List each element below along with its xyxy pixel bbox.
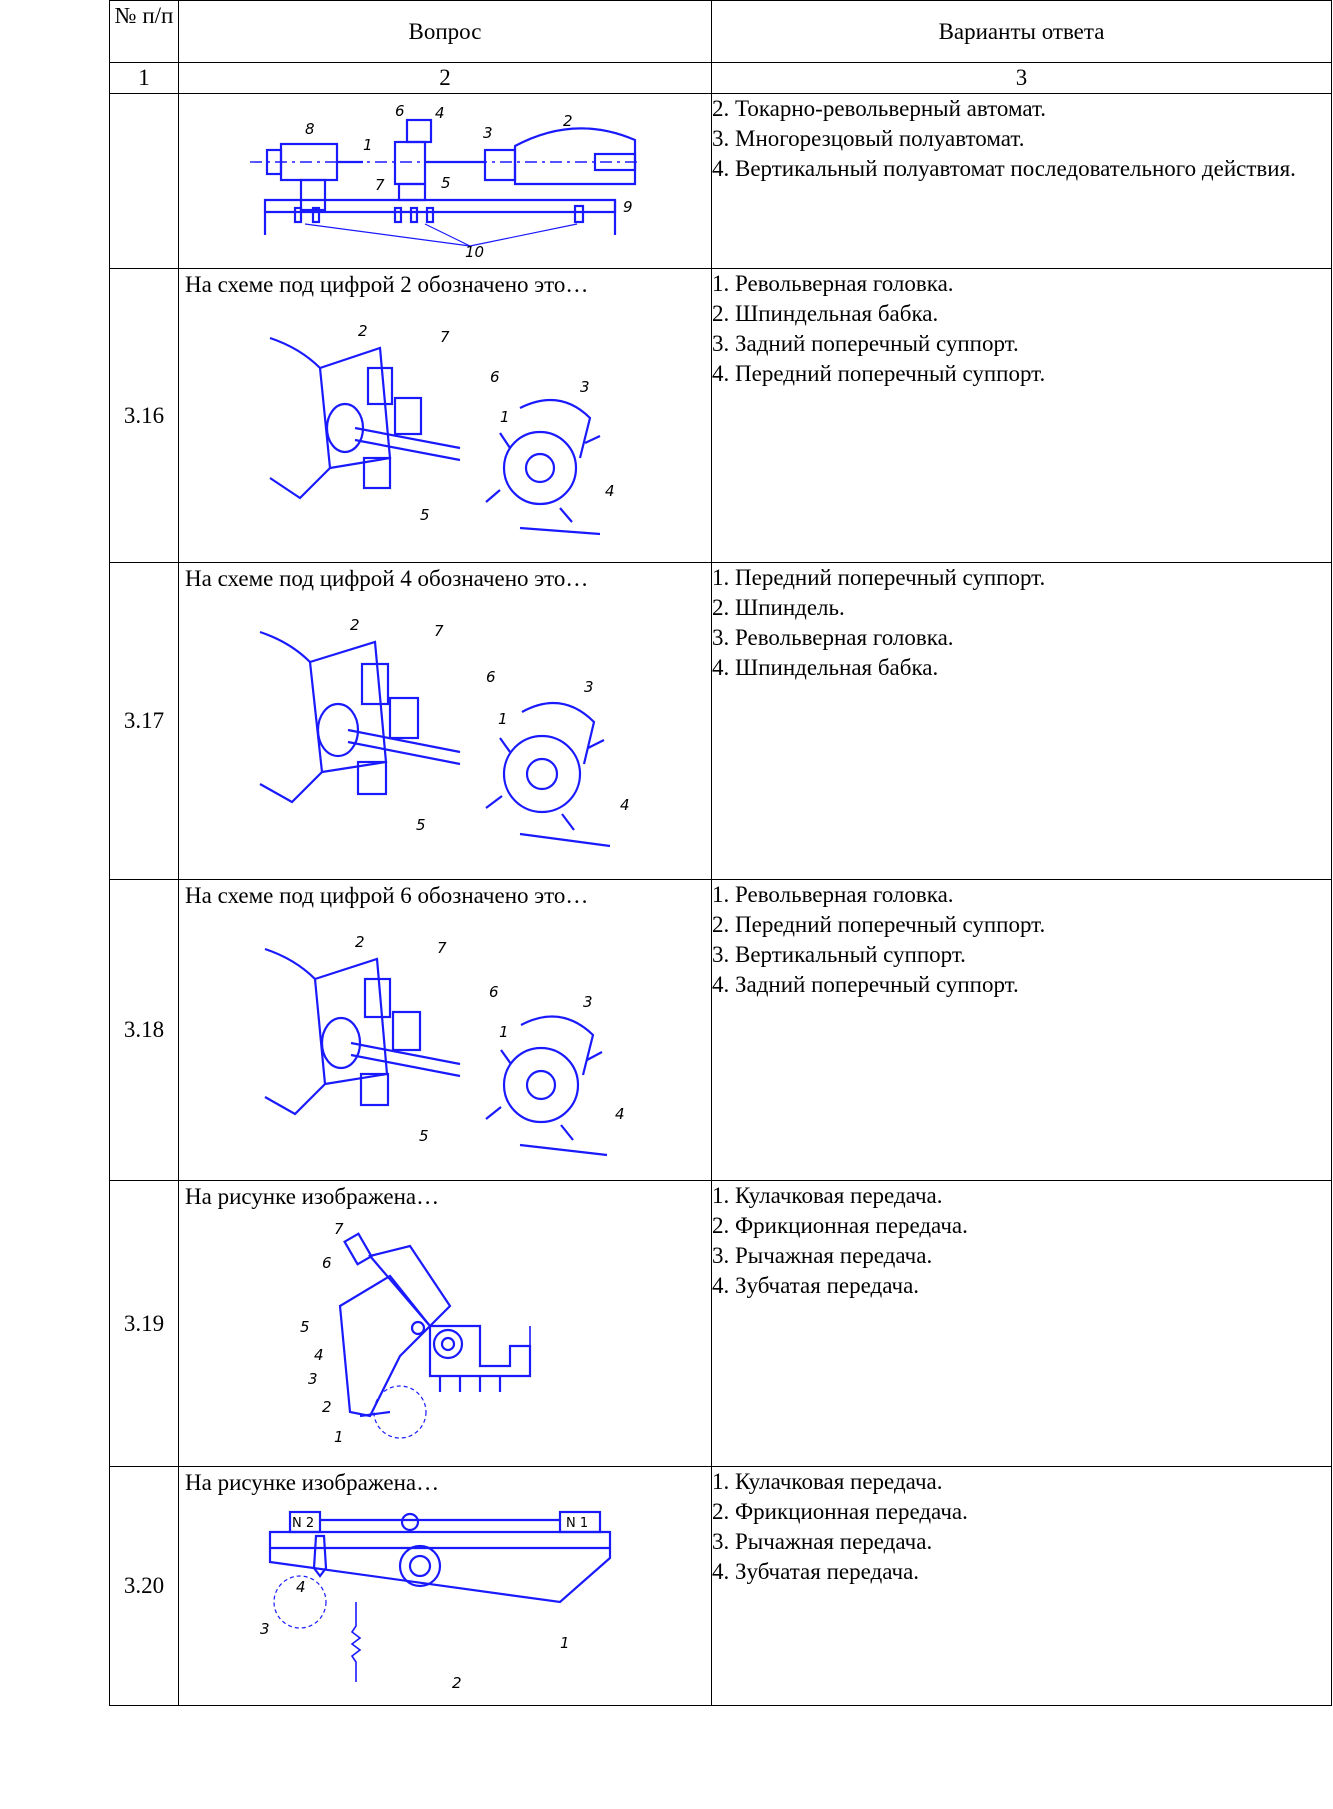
- fig-label: 3: [580, 378, 590, 396]
- fig-label: 5: [300, 1318, 310, 1336]
- table-row: [110, 94, 1332, 269]
- fig-label: 3: [260, 1620, 270, 1638]
- answer-option: 2. Шпиндель.: [712, 595, 845, 620]
- header-answers: Варианты ответа: [712, 1, 1332, 63]
- fig-label: 2: [452, 1674, 462, 1692]
- fig-label: 3: [584, 678, 594, 696]
- answer-option: 4. Зубчатая передача.: [712, 1273, 920, 1298]
- answer-option: 3. Револьверная головка.: [712, 625, 954, 650]
- fig-label: 5: [416, 816, 426, 834]
- index-cell-2: 2: [179, 63, 712, 94]
- question-cell: [179, 563, 712, 880]
- answer-option: 1. Передний поперечный суппорт.: [712, 565, 1046, 590]
- question-cell: [179, 269, 712, 563]
- question-cell: [179, 94, 712, 269]
- fig-label: 7: [334, 1220, 344, 1238]
- answers-cell: [712, 94, 1332, 269]
- fig-label: 8: [305, 120, 315, 138]
- fig-label: 4: [605, 482, 615, 500]
- fig-label: 1: [499, 1023, 509, 1041]
- answer-option: 4. Передний поперечный суппорт.: [712, 361, 1046, 386]
- fig-label: 7: [375, 176, 385, 194]
- fig-label: 10: [465, 243, 485, 260]
- fig-label: 4: [620, 796, 630, 814]
- fig-label: N 2: [292, 1516, 315, 1531]
- answer-option: 3. Рычажная передача.: [712, 1243, 933, 1268]
- answers-cell: [712, 880, 1332, 1181]
- fig-label: 7: [440, 328, 450, 346]
- fig-label: 2: [322, 1398, 332, 1416]
- questions-table: [109, 0, 1332, 1706]
- question-text: На схеме под цифрой 2 обозначено это…: [185, 272, 589, 297]
- answer-option: 2. Шпиндельная бабка.: [712, 301, 939, 326]
- answer-option: 4. Вертикальный полуавтомат последовательного действия.: [712, 156, 1296, 181]
- answer-option: 4. Шпиндельная бабка.: [712, 655, 939, 680]
- answer-option: 1. Кулачковая передача.: [712, 1183, 943, 1208]
- fig-label: 3: [483, 124, 493, 142]
- index-cell-1: 1: [110, 63, 179, 94]
- fig-label: 2: [355, 933, 365, 951]
- row-number: 3.19: [110, 1181, 179, 1467]
- fig-label: 2: [563, 112, 573, 130]
- answer-option: 1. Револьверная головка.: [712, 882, 954, 907]
- header-question: Вопрос: [179, 1, 712, 63]
- question-cell: [179, 880, 712, 1181]
- fig-label: 4: [435, 104, 445, 122]
- table-index-row: [110, 63, 1332, 94]
- row-number: 3.20: [110, 1467, 179, 1706]
- index-cell-3: 3: [712, 63, 1332, 94]
- question-text: На рисунке изображена…: [185, 1184, 440, 1209]
- fig-label: 6: [489, 983, 499, 1001]
- answer-option: 4. Зубчатая передача.: [712, 1559, 920, 1584]
- fig-label: 1: [500, 408, 510, 426]
- question-text: На схеме под цифрой 4 обозначено это…: [185, 566, 589, 591]
- answer-option: 3. Рычажная передача.: [712, 1529, 933, 1554]
- turret-lathe-diagram: [250, 602, 640, 852]
- answer-option: 2. Передний поперечный суппорт.: [712, 912, 1046, 937]
- answer-option: 3. Многорезцовый полуавтомат.: [712, 126, 1025, 151]
- question-text: На схеме под цифрой 6 обозначено это…: [185, 883, 589, 908]
- row-number: [110, 94, 179, 269]
- table-row: [110, 1181, 1332, 1467]
- fig-label: N 1: [566, 1516, 589, 1531]
- header-num: № п/п: [110, 1, 179, 63]
- answer-option: 2. Фрикционная передача.: [712, 1499, 968, 1524]
- fig-label: 6: [395, 102, 405, 120]
- question-text: На рисунке изображена…: [185, 1470, 440, 1495]
- row-number: 3.16: [110, 269, 179, 563]
- fig-label: 6: [486, 668, 496, 686]
- fig-label: 6: [490, 368, 500, 386]
- fig-label: 5: [420, 506, 430, 524]
- fig-label: 1: [498, 710, 508, 728]
- answers-cell: [712, 269, 1332, 563]
- fig-label: 5: [419, 1127, 429, 1145]
- answers-cell: [712, 1181, 1332, 1467]
- fig-label: 2: [358, 322, 368, 340]
- answer-option: 3. Вертикальный суппорт.: [712, 942, 966, 967]
- fig-label: 4: [615, 1105, 625, 1123]
- answer-option: 3. Задний поперечный суппорт.: [712, 331, 1019, 356]
- fig-label: 5: [441, 174, 451, 192]
- fig-label: 1: [363, 136, 373, 154]
- turret-lathe-diagram: [260, 308, 630, 538]
- fig-label: 4: [314, 1346, 324, 1364]
- row-number: 3.18: [110, 880, 179, 1181]
- row-number: 3.17: [110, 563, 179, 880]
- answers-cell: [712, 563, 1332, 880]
- answer-option: 1. Револьверная головка.: [712, 271, 954, 296]
- turret-lathe-diagram: [255, 919, 635, 1159]
- answers-cell: [712, 1467, 1332, 1706]
- fig-label: 7: [434, 622, 444, 640]
- fig-label: 9: [623, 198, 633, 216]
- table-row: [110, 563, 1332, 880]
- fig-label: 6: [322, 1254, 332, 1272]
- answer-option: 2. Токарно-револьверный автомат.: [712, 96, 1047, 121]
- question-cell: [179, 1181, 712, 1467]
- fig-label: 1: [560, 1634, 570, 1652]
- lathe-diagram: [245, 100, 645, 260]
- answer-option: 2. Фрикционная передача.: [712, 1213, 968, 1238]
- fig-label: 7: [437, 939, 447, 957]
- table-row: [110, 880, 1332, 1181]
- friction-transmission-diagram: [260, 1502, 630, 1698]
- fig-label: 1: [334, 1428, 344, 1446]
- answer-option: 1. Кулачковая передача.: [712, 1469, 943, 1494]
- fig-label: 3: [308, 1370, 318, 1388]
- table-row: [110, 269, 1332, 563]
- table-row: [110, 1467, 1332, 1706]
- answer-option: 4. Задний поперечный суппорт.: [712, 972, 1019, 997]
- table-header-row: [110, 1, 1332, 63]
- lever-mechanism-diagram: [280, 1216, 610, 1456]
- fig-label: 2: [350, 616, 360, 634]
- fig-label: 3: [583, 993, 593, 1011]
- fig-label: 4: [296, 1578, 306, 1596]
- question-cell: [179, 1467, 712, 1706]
